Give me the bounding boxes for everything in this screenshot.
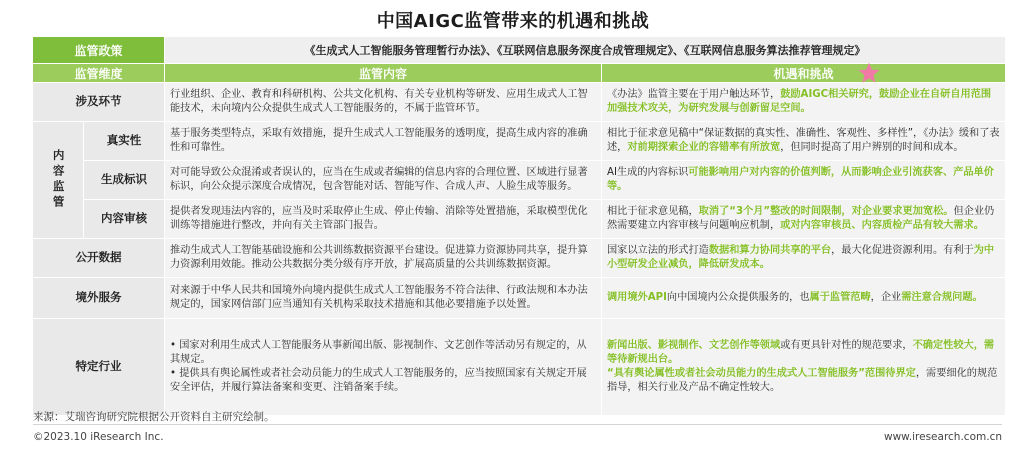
public-data-content: 推动生成式人工智能基础设施和公共训练数据资源平台建设。促进算力资源协同共享，提升算力资源利用效能。推动公共数据分类分级有序开放，扩展高质量的公共训练数据资源。 xyxy=(165,239,601,277)
industry-opp-text-2: ，需要细化的规范指导，相关行业及产品不确定性较大。 xyxy=(607,368,998,394)
row-label-review: 内容审核 xyxy=(84,200,164,238)
public-data-opp-text: 国家以立法的形式打造 xyxy=(607,244,709,256)
footer-website[interactable]: www.iresearch.com.cn xyxy=(883,431,1002,443)
footer-copyright: ©2023.10 iResearch Inc. xyxy=(33,431,164,443)
labeling-opp-text: AI生成的内容标识 xyxy=(607,166,689,178)
labeling-opportunity xyxy=(602,161,1005,199)
header-opportunity xyxy=(602,64,1005,82)
industry-opp-highlight-2: 不确定性较大，需等待新规出台。 xyxy=(607,339,995,365)
overseas-opp-highlight: 调用境外API xyxy=(607,291,667,303)
labeling-opp-highlight: 可能影响用户对内容的价值判断，从而影响企业引流获客、产品单价等。 xyxy=(607,166,994,192)
row-label-authenticity: 真实性 xyxy=(84,122,164,160)
review-opp-text-2: 但企业仍然需要建立内容审核与问题响应机制， xyxy=(607,205,995,231)
overseas-opportunity xyxy=(602,278,1005,318)
header-opportunity-label: 机遇和挑战 xyxy=(773,66,834,81)
authenticity-opportunity xyxy=(602,122,1005,160)
review-opp-highlight: 取消了“3个月”整改的时间限制，对企业要求更加宽松。 xyxy=(698,205,954,217)
policy-label: 监管政策 xyxy=(33,37,164,63)
scope-opp-text: 《办法》监管主要在于用户触达环节， xyxy=(607,88,781,100)
regulation-table xyxy=(33,37,1002,406)
industry-content-item-1: • 国家对利用生成式人工智能服务从事新闻出版、影视制作、文艺创作等活动另有规定的，从其规定。 xyxy=(170,339,587,365)
review-opportunity xyxy=(602,200,1005,238)
group-label-content-regulation xyxy=(33,122,83,238)
scope-opp-highlight: 鼓励AIGC相关研究，鼓励企业在自研自用范围加强技术攻关，为研究发展与创新留足空间。 xyxy=(607,88,992,114)
authenticity-opp-highlight: 对前期探索企业的容错率有所放宽 xyxy=(627,142,781,153)
row-label-labeling: 生成标识 xyxy=(84,161,164,199)
review-content: 提供者发现违法内容的，应当及时采取停止生成、停止传输、消除等处置措施，采取模型优化训练等措施进行整改，并向有关主管部门报告。 xyxy=(165,200,601,238)
overseas-opp-text-2: ，企业 xyxy=(870,291,902,303)
overseas-opp-highlight-3: 需注意合规问题。 xyxy=(901,291,983,303)
industry-opp-text: 或有更具针对性的规范要求， xyxy=(780,339,913,351)
industry-content-item-2: • 提供具有舆论属性或者社会动员能力的生成式人工智能服务的，应当按照国家有关规定开展安全评估，并履行算法备案和变更、注销备案手续。 xyxy=(170,368,587,394)
header-content: 监管内容 xyxy=(165,64,601,82)
header-dimension: 监管维度 xyxy=(33,64,164,82)
group-label-text: 内容监管 xyxy=(51,149,66,211)
page-title: 中国AIGC监管带来的机遇和挑战 xyxy=(376,11,650,32)
authenticity-content: 基于服务类型特点，采取有效措施，提升生成式人工智能服务的透明度，提高生成内容的准确性和可靠性。 xyxy=(165,122,601,160)
authenticity-opp-text: 相比于征求意见稿中“保证数据的真实性、准确性、客观性、多样性”，《办法》缓和了表述， xyxy=(607,127,1000,153)
row-label-public-data: 公开数据 xyxy=(33,239,164,277)
public-data-opportunity xyxy=(602,239,1005,277)
policy-value: 《生成式人工智能服务管理暂行办法》、《互联网信息服务深度合成管理规定》、《互联网信息服务算法推荐管理规定》 xyxy=(165,37,1005,63)
row-label-scope: 涉及环节 xyxy=(33,83,164,121)
authenticity-opp-tail: ，但同时提高了用户辨别的时间和成本。 xyxy=(780,142,964,153)
footer-divider xyxy=(33,424,1002,425)
row-label-overseas: 境外服务 xyxy=(33,278,164,318)
overseas-opp-text: 向中国境内公众提供服务的，也 xyxy=(666,291,810,303)
row-label-industry: 特定行业 xyxy=(33,319,164,415)
scope-content: 行业组织、企业、教育和科研机构、公共文化机构、有关专业机构等研发、应用生成式人工智能技术，未向境内公众提供生成式人工智能服务的，不属于监管环节。 xyxy=(165,83,601,121)
public-data-opp-highlight: 数据和算力协同共享的平台 xyxy=(708,244,832,256)
industry-opportunity xyxy=(602,319,1005,415)
review-opp-highlight-2: 或对内容审核员、内容质检产品有较大需求。 xyxy=(780,220,984,231)
scope-opportunity xyxy=(602,83,1005,121)
industry-content xyxy=(165,319,601,415)
industry-opp-highlight: 新闻出版、影视制作、文艺创作等领域 xyxy=(607,339,781,351)
overseas-content: 对来源于中华人民共和国境外向境内提供生成式人工智能服务不符合法律、行政法规和本办法规定的，国家网信部门应当通知有关机构采取技术措施和其他必要措施予以处置。 xyxy=(165,278,601,318)
star-icon xyxy=(857,61,881,85)
industry-opp-highlight-3: “具有舆论属性或者社会动员能力的生成式人工智能服务”范围待界定 xyxy=(607,368,916,379)
overseas-opp-highlight-2: 属于监管范畴 xyxy=(809,291,871,303)
review-opp-text: 相比于征求意见稿， xyxy=(607,205,699,217)
public-data-opp-text-2: ，最大化促进资源利用。有利于 xyxy=(831,244,974,256)
source-note: 来源：艾瑞咨询研究院根据公开资料自主研究绘制。 xyxy=(33,411,275,423)
public-data-opp-highlight-2: 为中小型研发企业减负，降低研发成本。 xyxy=(607,244,995,270)
labeling-content: 对可能导致公众混淆或者误认的，应当在生成或者编辑的信息内容的合理位置、区域进行显著标识，向公众提示深度合成情况，包含智能对话、智能写作、合成人声、人脸生成等服务。 xyxy=(165,161,601,199)
